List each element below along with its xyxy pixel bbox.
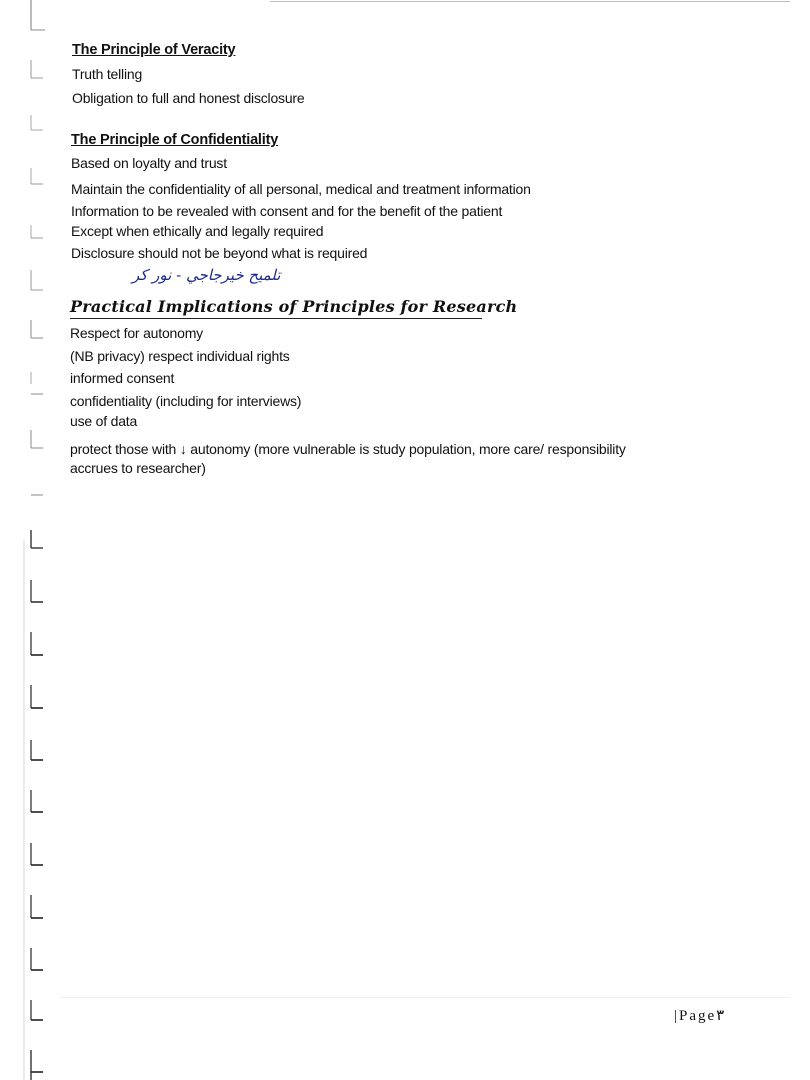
confidentiality-line-3: Information to be revealed with consent and for the benefit of the patient [71,203,503,219]
research-line-2: (NB privacy) respect individual rights [70,348,290,364]
research-line-1: Respect for autonomy [70,325,203,341]
research-line-5: use of data [70,413,138,429]
page-number: |Page٣ [674,1008,725,1024]
heading-veracity: The Principle of Veracity [72,42,236,58]
handwritten-note: تلميح خيرجاجي - نور كر [132,266,281,284]
research-line-6: protect those with ↓ autonomy (more vulnerable is study population, more care/ responsibility [70,441,626,457]
heading-underline [70,318,482,319]
veracity-line-1: Truth telling [72,66,143,82]
confidentiality-line-5: Disclosure should not be beyond what is required [71,245,368,261]
top-edge-line [270,1,790,2]
veracity-line-2: Obligation to full and honest disclosure [72,90,305,106]
heading-confidentiality: The Principle of Confidentiality [71,132,279,148]
research-line-7: accrues to researcher) [70,460,206,476]
research-line-4: confidentiality (including for interviews) [70,393,302,409]
binding-edge [0,0,60,1080]
confidentiality-line-4: Except when ethically and legally required [71,223,324,239]
confidentiality-line-1: Based on loyalty and trust [71,155,227,171]
research-line-3: informed consent [70,370,175,386]
confidentiality-line-2: Maintain the confidentiality of all personal, medical and treatment information [71,181,531,197]
heading-practical-implications: Practical Implications of Principles for Research [70,297,518,316]
footer-line [60,997,790,998]
